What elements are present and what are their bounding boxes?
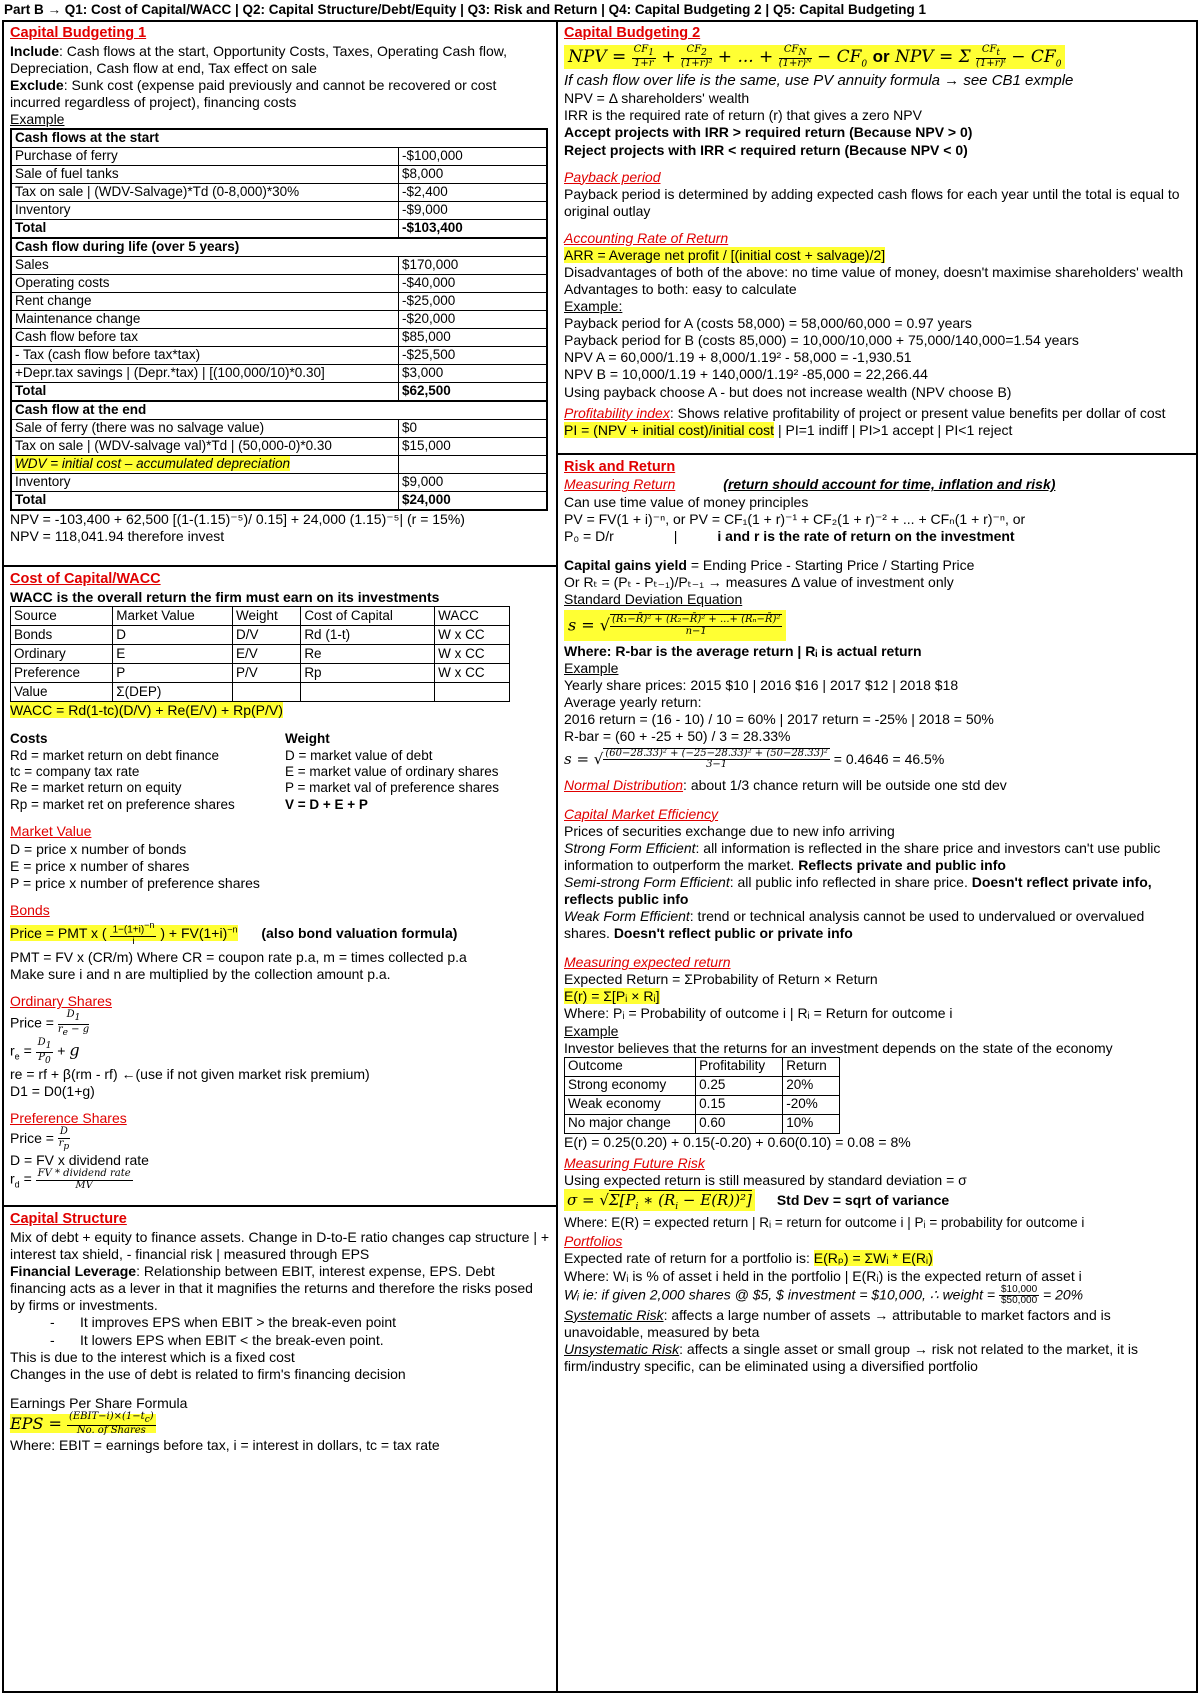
bonds-formula: Price = PMT x ( $\frac{1-(1+i)^{-n}}{i}$ ) + $FV(1+i)^{-n}$ bbox=[10, 919, 238, 947]
wacc-cell: Σ(DEP) bbox=[113, 683, 233, 702]
wacc-costs-heading: Costs bbox=[10, 731, 48, 747]
cf-total-label: Total bbox=[11, 383, 399, 402]
cf-row-label: Rent change bbox=[11, 293, 399, 311]
wacc-section bbox=[10, 571, 550, 1191]
mer-line1: Expected Return = ΣProbability of Return × Return bbox=[564, 971, 878, 988]
wacc-cell: P bbox=[113, 664, 233, 683]
cf-row-label: Operating costs bbox=[11, 275, 399, 293]
capstruct-bullets bbox=[10, 1314, 550, 1348]
outcome-cell: 0.60 bbox=[696, 1114, 783, 1133]
cb2-example-label: Example: bbox=[564, 298, 623, 315]
wacc-cell: Rd (1-t) bbox=[301, 626, 435, 645]
mer-title: Measuring expected return bbox=[564, 954, 731, 971]
p0-note: i and r is the rate of return on the investment bbox=[717, 527, 1015, 544]
mer-example-label: Example bbox=[564, 1022, 619, 1039]
outcome-table bbox=[564, 1057, 840, 1134]
list-item: E = price x number of shares bbox=[10, 857, 190, 874]
cme-title: Capital Market Efficiency bbox=[564, 805, 719, 822]
p0-line: P₀ = D/r bbox=[564, 527, 614, 544]
table-row bbox=[565, 1095, 840, 1114]
cf-life-heading: Cash flow during life (over 5 years) bbox=[11, 238, 547, 257]
list-item: V = D + E + P bbox=[285, 796, 368, 812]
sd-example-formula: s = √ $\frac{\text{(60−28.33)² + (−25−28.33)² + (50−28.33)²}}{3-1}$ = 0.4646 = 46.5% bbox=[564, 747, 945, 770]
eps-where: Where: EBIT = earnings before tax, i = interest in dollars, tc = tax rate bbox=[10, 1436, 440, 1453]
cb1-include-text: : Cash flows at the start, Opportunity Costs, Taxes, Operating Cash flow, Depreciation, Cash flow at end, Tax effect on sale bbox=[10, 42, 507, 76]
outcome-cell: 20% bbox=[783, 1076, 840, 1095]
eps-formula: EPS = $\frac{(EBIT-i)\times(1-t_c)}{\text{No. of Shares}}$ bbox=[10, 1410, 154, 1437]
outcome-header-cell: Return bbox=[783, 1057, 840, 1076]
list-item: E = market value of ordinary shares bbox=[285, 764, 499, 780]
left-column bbox=[2, 20, 558, 1693]
cf-row-value: -$40,000 bbox=[399, 275, 548, 293]
wacc-weight-heading: Weight bbox=[285, 731, 330, 747]
wacc-cell: P/V bbox=[233, 664, 301, 683]
table-row bbox=[11, 664, 510, 683]
list-item: Re = market return on equity bbox=[10, 780, 182, 796]
capstruct-section bbox=[10, 1211, 550, 1453]
bonds-line2: Make sure i and n are multiplied by the collection amount p.a. bbox=[10, 966, 391, 983]
wacc-formula: WACC = Rd(1-tc)(D/V) + Re(E/V) + Rp(P/V) bbox=[10, 702, 283, 718]
wacc-costs-list bbox=[10, 731, 285, 813]
sd-formula: s = √ $\frac{\text{(R₁−R̄)² + (R₂−R̄)² + ...+ (Rₙ−R̄)²}}{n-1}$ bbox=[564, 610, 1190, 641]
outcome-cell: Weak economy bbox=[565, 1095, 696, 1114]
pi-title: Profitability index bbox=[564, 404, 670, 421]
market-value-title: Market Value bbox=[10, 823, 92, 840]
cf-row-label: Inventory bbox=[11, 474, 399, 492]
sys-text: : affects a large number of assets → attributable to market factors and is unavoidable, measured by beta bbox=[564, 1306, 1111, 1340]
portfolio-line: Expected rate of return for a portfolio is: bbox=[564, 1250, 814, 1267]
cashflow-start-group bbox=[11, 129, 547, 238]
table-row bbox=[565, 1076, 840, 1095]
list-item: Payback period for B (costs 85,000) = 10,000/10,000 + 75,000/140,000=1.54 years bbox=[564, 332, 1079, 349]
wacc-cell: D bbox=[113, 626, 233, 645]
wacc-cell bbox=[301, 683, 435, 702]
strong-label: Strong Form Efficient bbox=[564, 839, 696, 856]
wacc-table-header bbox=[11, 607, 510, 626]
wacc-cell: E bbox=[113, 645, 233, 664]
cf-wdv-note bbox=[11, 456, 399, 474]
table-row bbox=[11, 626, 510, 645]
sys-label: Systematic Risk bbox=[564, 1306, 664, 1323]
bonds-formula-row bbox=[10, 921, 550, 947]
cb1-exclude-text: : Sunk cost (expense paid previously and cannot be recovered or cost incurred regardless of project), financing costs bbox=[10, 76, 497, 110]
list-item: P = price x number of preference shares bbox=[10, 874, 260, 891]
mfr-where: Where: E(R) = expected return | Rᵢ = return for outcome i | Pᵢ = probability for outcome i bbox=[564, 1214, 1085, 1230]
weak-bold: Doesn't reflect public or private info bbox=[613, 925, 853, 942]
portfolio-result: = 20% bbox=[1043, 1286, 1084, 1303]
wacc-cell: W x CC bbox=[435, 626, 510, 645]
wacc-cell: Re bbox=[301, 645, 435, 664]
wacc-cell: D/V bbox=[233, 626, 301, 645]
list-item: D = market value of debt bbox=[285, 747, 433, 763]
sd-title: Standard Deviation Equation bbox=[564, 590, 743, 607]
cb1-example-label: Example bbox=[10, 111, 65, 127]
cf-row-label: Sales bbox=[11, 257, 399, 275]
list-item: NPV B = 10,000/1.19 + 140,000/1.19² -85,000 = 22,266.44 bbox=[564, 366, 928, 383]
portfolio-example: Wᵢ ie: if given 2,000 shares @ $5, $ investment = $10,000, ∴ weight = bbox=[564, 1286, 999, 1303]
outcome-cell: No major change bbox=[565, 1114, 696, 1133]
cf-row-value: $8,000 bbox=[399, 166, 548, 184]
cb2-accept: Accept projects with IRR > required return (Because NPV > 0) bbox=[564, 124, 973, 141]
cf-row-label: Sale of ferry (there was no salvage value) bbox=[11, 420, 399, 438]
cf-total-value: $62,500 bbox=[399, 383, 548, 402]
capstruct-title: Capital Structure bbox=[10, 1211, 127, 1228]
wacc-header-cell: Cost of Capital bbox=[301, 607, 435, 626]
cf-row-label: Maintenance change bbox=[11, 311, 399, 329]
arr-title: Accounting Rate of Return bbox=[564, 229, 729, 246]
weak-text: : trend or technical analysis cannot be used to undervalued or overvalued shares. bbox=[564, 908, 1145, 942]
strong-text: : all information is reflected in the share price and investors can't use public information to outperform the market. bbox=[564, 839, 1161, 873]
cf-row-value: $9,000 bbox=[399, 474, 548, 492]
portfolio-title: Portfolios bbox=[564, 1233, 623, 1250]
cf-row-value: -$2,400 bbox=[399, 184, 548, 202]
arr-advantages: Advantages to both: easy to calculate bbox=[564, 281, 797, 298]
wacc-cell: Preference bbox=[11, 664, 113, 683]
list-item: D = price x number of bonds bbox=[10, 840, 187, 857]
list-item: tc = company tax rate bbox=[10, 764, 140, 780]
pi-text: : Shows relative profitability of project or present value benefits per dollar of cost bbox=[669, 404, 1166, 421]
cf-row-label: +Depr.tax savings | (Depr.*tax) | [(100,000/10)*0.30] bbox=[11, 365, 399, 383]
table-row bbox=[11, 645, 510, 664]
cf-tax-label-text: Tax on sale | (WDV-Salvage)*Td (0-8,000)*30% bbox=[15, 184, 300, 200]
measuring-note: (return should account for time, inflation and risk) bbox=[723, 476, 1056, 493]
yearly-line: Yearly share prices: 2015 $10 | 2016 $16 | 2017 $12 | 2018 $18 bbox=[564, 677, 959, 694]
semi-bold: Doesn't reflect private info, reflects public info bbox=[564, 873, 1152, 907]
section-divider bbox=[4, 1205, 556, 1207]
mfr-sd: Std Dev = sqrt of variance bbox=[776, 1191, 950, 1208]
wacc-header-cell: WACC bbox=[435, 607, 510, 626]
pref-d: D = FV x dividend rate bbox=[10, 1152, 149, 1169]
wacc-cell: W x CC bbox=[435, 664, 510, 683]
normal-title: Normal Distribution bbox=[564, 776, 684, 793]
cg-text: = Ending Price - Starting Price / Starting Price bbox=[686, 556, 975, 573]
avg-heading: Average yearly return: bbox=[564, 694, 702, 711]
cf-row-value: -$20,000 bbox=[399, 311, 548, 329]
right-column bbox=[556, 20, 1198, 1693]
cf-row-value: -$25,500 bbox=[399, 347, 548, 365]
outcome-header-cell: Outcome bbox=[565, 1057, 696, 1076]
arr-formula: ARR = Average net profit / [(initial cost + salvage)/2] bbox=[564, 246, 886, 263]
cashflow-life-group bbox=[11, 238, 547, 401]
wacc-header-cell: Weight bbox=[233, 607, 301, 626]
bullet-text: It improves EPS when EBIT > the break-even point bbox=[80, 1314, 397, 1331]
cf-row-value: $0 bbox=[399, 420, 548, 438]
cashflow-end-group bbox=[11, 401, 547, 510]
wacc-cell: Bonds bbox=[11, 626, 113, 645]
sd-where: Where: R-bar is the average return | Rᵢ is actual return bbox=[564, 643, 922, 660]
pi-formula: PI = (NPV + initial cost)/initial cost bbox=[564, 421, 775, 438]
cb1-npv-line2: NPV = 118,041.94 therefore invest bbox=[10, 528, 225, 545]
unsys-label: Unsystematic Risk bbox=[564, 1340, 680, 1357]
wacc-header-cell: Market Value bbox=[113, 607, 233, 626]
cf-row-label: Cash flow before tax bbox=[11, 329, 399, 347]
cme-line1: Prices of securities exchange due to new info arriving bbox=[564, 822, 895, 839]
arr-disadvantages: Disadvantages of both of the above: no time value of money, doesn't maximise shareholders' wealth bbox=[564, 264, 1184, 281]
list-item: NPV A = 60,000/1.19 + 8,000/1.19² - 58,000 = -1,930.51 bbox=[564, 349, 912, 366]
wacc-table bbox=[10, 606, 510, 702]
cashflow-table bbox=[10, 128, 548, 511]
table-row bbox=[11, 683, 510, 702]
list-item: Rd = market return on debt finance bbox=[10, 747, 219, 763]
cf-row-value: $85,000 bbox=[399, 329, 548, 347]
cf-row-label: Inventory bbox=[11, 202, 399, 220]
cf-row-value: -$9,000 bbox=[399, 202, 548, 220]
mfr-title: Measuring Future Risk bbox=[564, 1154, 705, 1171]
cf-total-label: Total bbox=[11, 220, 399, 239]
cb2-pv-note: If cash flow over life is the same, use PV annuity formula → see CB1 exmple bbox=[564, 72, 1074, 90]
risk-example-label: Example bbox=[564, 660, 619, 677]
rt-line: Or Rₜ = (Pₜ - Pₜ₋₁)/Pₜ₋₁ → measures Δ value of investment only bbox=[564, 573, 954, 590]
section-divider bbox=[4, 565, 556, 567]
fl-label: Financial Leverage bbox=[10, 1263, 137, 1280]
pref-price-formula: Price = $\frac{D}{r_p}$ bbox=[10, 1126, 70, 1152]
cf-row-label-tax bbox=[11, 184, 399, 202]
bullet-text: It lowers EPS when EBIT < the break-even point. bbox=[80, 1331, 384, 1348]
list-item: P = market val of preference shares bbox=[285, 780, 499, 796]
payback-title: Payback period bbox=[564, 168, 661, 185]
npv-formula: NPV = $\frac{CF_1}{1+r}$ + $\frac{CF_2}{\text{(1+r)²}}$ + ... + $\frac{CF_N}{\text{(1+r)ᴺ}}$ − $CF_0$ or NPV = Σ $\frac{CF_t}{\text{(1+r)ᵗ}}$ − $CF_0$ bbox=[564, 45, 1190, 70]
mer-text: Investor believes that the returns for an investment depends on the state of the economy bbox=[564, 1039, 1113, 1056]
capstruct-p3: Changes in the use of debt is related to firm's financing decision bbox=[10, 1365, 406, 1382]
cf-wdv-note-text: WDV = initial cost – accumulated depreciation bbox=[15, 456, 291, 472]
portfolio-where: Where: Wᵢ is % of asset i held in the portfolio | E(Rᵢ) is the expected return of asset i bbox=[564, 1267, 1082, 1284]
sd-result: = 0.4646 = 46.5% bbox=[833, 750, 945, 767]
portfolio-formula: E(Rₚ) = ΣWᵢ * E(Rᵢ) bbox=[813, 1250, 933, 1267]
cb2-reject: Reject projects with IRR < required return (Because NPV < 0) bbox=[564, 141, 968, 158]
bonds-formula-note: (also bond valuation formula) bbox=[261, 924, 458, 941]
cf-row-label: - Tax (cash flow before tax*tax) bbox=[11, 347, 399, 365]
unsys-text: : affects a single asset or small group → risk not related to the market, it is firm/industry specific, can be eliminated using a diversified portfolio bbox=[564, 1340, 1138, 1374]
list-item: Payback period for A (costs 58,000) = 58,000/60,000 = 0.97 years bbox=[564, 315, 972, 332]
cf-row-value: $3,000 bbox=[399, 365, 548, 383]
avg-line: 2016 return = (16 - 10) / 10 = 60% | 2017 return = -25% | 2018 = 50% bbox=[564, 711, 994, 728]
cb1-title: Capital Budgeting 1 bbox=[10, 25, 147, 41]
tvm-line: Can use time value of money principles bbox=[564, 493, 809, 510]
risk-title: Risk and Return bbox=[564, 458, 676, 475]
cb2-irr-def: IRR is the required rate of return (r) that gives a zero NPV bbox=[564, 107, 922, 124]
wacc-legend bbox=[10, 731, 550, 813]
portfolio-example-row: Wᵢ ie: if given 2,000 shares @ $5, $ investment = $10,000, ∴ weight = $\frac{\$10,000}{\$50,000}$ = 20% bbox=[564, 1283, 1084, 1307]
cb1-exclude-label: Exclude bbox=[10, 76, 64, 93]
outcome-table-header bbox=[565, 1057, 840, 1076]
cf-row-label: Purchase of ferry bbox=[11, 148, 399, 166]
pref-title: Preference Shares bbox=[10, 1110, 127, 1127]
section-divider bbox=[558, 453, 1196, 455]
risk-section: Risk and Return Measuring Return (return should account for time, inflation and risk) Can use time value of money principles PV = FV(1 + i)⁻ⁿ, or PV = CF₁(1 + r)⁻¹ + CF₂(1 + r)⁻² + ... + CFₙ(1 + r)⁻ⁿ, or P₀ = D/r | i and r is the rate of return on the investment Capital gains yield = Ending Price - Starting Price / Starting Price Or Rₜ = (Pₜ - Pₜ₋₁)/Pₜ₋₁ → measures Δ value of investment only Standard Deviation Equation s = √ $\frac{\text{(R₁−R̄)² + (R₂−R̄)² + ...+ (Rₙ−R̄)²}}{n-1}$ Where: R-bar is the average return | Rᵢ is actual return Example Yearly share prices: 2015 $10 | 2016 $16 | 2017 $12 | 2018 $18 Average yearly return: 2016 return = (16 - 10) / 10 = 60% | 2017 return = -25% | 2018 = 50% R-bar = (60 + -25 + 50) / 3 = 28.33% s = √ $\frac{\text{(60−28.33)² + (−25−28.33)² + (50−28.33)²}}{3-1}$ = 0.4646 = 46.5% Normal Distribution: about 1/3 chance return will be outside one std dev Capital Market Efficiency Prices of securities exchange due to new info arriving Strong Form Efficient: all information is reflected in the share price and investors can't use public information to outperform the market. Reflects private and public info Semi-strong Form Efficient: all public info reflected in share price. Doesn't reflect private info, reflects public info Weak Form Efficient: trend or technical analysis cannot be used to undervalued or overvalued shares. Doesn't reflect public or private info Measuring expected return Expected Return = ΣProbability of Return × Return E(r) = Σ[Pᵢ × Rᵢ] Where: Pᵢ = Probability of outcome i | Rᵢ = Return for outcome i Example Investor believes that the returns for an investment depends on the state of the economy Outcome Profitability Return Strong economy 0.25 20% Weak economy 0.15 -20% No major change 0.60 10% E(r) = 0.25(0.20) + 0.15(-0.20) + 0.60(0.10) = 0.08 = 8% Measuring Future Risk Using expected return is still measured by standard deviation = σ $\sigma = √\Sigma[P_i$ ∗ $(R_i - E(R))^2$] Std Dev = sqrt of variance Where: E(R) = expected return | Rᵢ = return for outcome i | Pᵢ = probability for outcome i Portfolios Expected rate of return for a portfolio is: E(Rₚ) = ΣWᵢ * E(Rᵢ) Where: Wᵢ is % of asset i held in the portfolio | E(Rᵢ) is the expected return of asset i Wᵢ ie: if given 2,000 shares @ $5, $ investment = $10,000, ∴ weight = $\frac{\$10,000}{\$50,000}$ = 20% Systematic Risk: affects a large number of assets → attributable to market factors and is unavoidable, measured by beta Unsystematic Risk: affects a single asset or small group → risk not related to the market, it is firm/industry specific, can be eliminated using a diversified portfolio bbox=[564, 459, 1190, 1375]
normal-text: : about 1/3 chance return will be outside one std dev bbox=[683, 776, 1007, 793]
wacc-cell: Ordinary bbox=[11, 645, 113, 664]
er-line: E(r) = 0.25(0.20) + 0.15(-0.20) + 0.60(0.10) = 0.08 = 8% bbox=[564, 1133, 911, 1150]
eps-heading: Earnings Per Share Formula bbox=[10, 1394, 188, 1411]
payback-text: Payback period is determined by adding expected cash flows for each year until the total is equal to original outlay bbox=[564, 185, 1180, 219]
capstruct-p2: This is due to the interest which is a fixed cost bbox=[10, 1348, 295, 1365]
page-header: Part B → Q1: Cost of Capital/WACC | Q2: Capital Structure/Debt/Equity | Q3: Risk and Return | Q4: Capital Budgeting 2 | Q5: Capital Budgeting 1 bbox=[4, 2, 926, 17]
semi-label: Semi-strong Form Efficient bbox=[564, 873, 730, 890]
wacc-subtitle: WACC is the overall return the firm must earn on its investments bbox=[10, 588, 440, 605]
cb2-npv-def: NPV = Δ shareholders' wealth bbox=[564, 90, 750, 107]
semi-text: : all public info reflected in share price. bbox=[729, 873, 972, 890]
measuring-title: Measuring Return bbox=[564, 476, 676, 493]
pref-rd-formula: $r_d$ = $\frac{\text{FV * dividend rate}}{MV}$ bbox=[10, 1168, 131, 1191]
strong-bold: Reflects private and public info bbox=[798, 856, 1006, 873]
outcome-cell: -20% bbox=[783, 1095, 840, 1114]
cf-row-label: Sale of fuel tanks bbox=[11, 166, 399, 184]
outcome-header-cell: Profitability bbox=[696, 1057, 783, 1076]
cf-row-value bbox=[399, 456, 548, 474]
capstruct-p1: Mix of debt + equity to finance assets. Change in D-to-E ratio changes cap structure | + interest tax shield, - financial risk | measured through EPS bbox=[10, 1229, 550, 1263]
cf-total-label: Total bbox=[11, 492, 399, 511]
cb2-section bbox=[564, 25, 1190, 439]
wacc-cell: E/V bbox=[233, 645, 301, 664]
weak-label: Weak Form Efficient bbox=[564, 908, 690, 925]
outcome-cell: 10% bbox=[783, 1114, 840, 1133]
ordinary-d1: D1 = D0(1+g) bbox=[10, 1083, 95, 1100]
outcome-cell: Strong economy bbox=[565, 1076, 696, 1095]
cg-label: Capital gains yield bbox=[564, 556, 687, 573]
wacc-cell: Rp bbox=[301, 664, 435, 683]
ordinary-price-formula: Price = $\frac{D_1}{r_e - g}$ bbox=[10, 1009, 90, 1038]
wacc-cell bbox=[233, 683, 301, 702]
cf-end-heading: Cash flow at the end bbox=[11, 401, 547, 420]
pv-line: PV = FV(1 + i)⁻ⁿ, or PV = CF₁(1 + r)⁻¹ + CF₂(1 + r)⁻² + ... + CFₙ(1 + r)⁻ⁿ, or bbox=[564, 510, 1026, 527]
cf-total-value: $24,000 bbox=[399, 492, 548, 511]
mfr-formula-row: $\sigma = √\Sigma[P_i$ ∗ $(R_i - E(R))^2$] Std Dev = sqrt of variance bbox=[564, 1191, 1190, 1213]
cb1-include-label: Include bbox=[10, 42, 60, 59]
outcome-cell: 0.15 bbox=[696, 1095, 783, 1114]
cf-row-label: Tax on sale | (WDV-salvage val)*Td | (50,000-0)*0.30 bbox=[11, 438, 399, 456]
wacc-header-cell: Source bbox=[11, 607, 113, 626]
bonds-title: Bonds bbox=[10, 901, 50, 918]
cf-start-heading: Cash flows at the start bbox=[11, 129, 547, 148]
list-item: Rp = market ret on preference shares bbox=[10, 796, 235, 812]
ordinary-title: Ordinary Shares bbox=[10, 993, 112, 1010]
cf-row-value: -$25,000 bbox=[399, 293, 548, 311]
list-item: - It improves EPS when EBIT > the break-even point bbox=[50, 1314, 397, 1331]
cb1-section bbox=[10, 25, 550, 545]
wacc-title: Cost of Capital/WACC bbox=[10, 571, 161, 588]
wacc-cell bbox=[435, 683, 510, 702]
bonds-line1: PMT = FV x (CR/m) Where CR = coupon rate p.a, m = times collected p.a bbox=[10, 949, 467, 966]
wacc-weights-list bbox=[285, 731, 499, 813]
pi-rule: | PI=1 indiff | PI>1 accept | PI<1 reject bbox=[774, 421, 1013, 438]
ordinary-capm: re = rf + β(rm - rf) ←(use if not given market risk premium) bbox=[10, 1066, 370, 1083]
list-item: Using payback choose A - but does not increase wealth (NPV choose B) bbox=[564, 383, 1012, 400]
cb2-title: Capital Budgeting 2 bbox=[564, 25, 701, 41]
cf-total-value: -$103,400 bbox=[399, 220, 548, 239]
mer-formula: E(r) = Σ[Pᵢ × Rᵢ] bbox=[564, 988, 660, 1005]
fl-text: : Relationship between EBIT, interest expense, EPS. Debt financing acts as a lever in that it magnifies the returns and therefore the risks posed by firms or investments. bbox=[10, 1263, 533, 1314]
wacc-cell: Value bbox=[11, 683, 113, 702]
wacc-cell: W x CC bbox=[435, 645, 510, 664]
ordinary-re-formula: $r_e$ = $\frac{D_1}{P_0}$ + g bbox=[10, 1037, 80, 1066]
mer-where: Where: Pᵢ = Probability of outcome i | Rᵢ = Return for outcome i bbox=[564, 1005, 953, 1022]
rbar-line: R-bar = (60 + -25 + 50) / 3 = 28.33% bbox=[564, 728, 791, 745]
outcome-cell: 0.25 bbox=[696, 1076, 783, 1095]
table-row bbox=[565, 1114, 840, 1133]
cf-row-value: $15,000 bbox=[399, 438, 548, 456]
cf-row-value: -$100,000 bbox=[399, 148, 548, 166]
list-item: - It lowers EPS when EBIT < the break-even point. bbox=[50, 1331, 384, 1348]
cb1-npv-line1: NPV = -103,400 + 62,500 [(1-(1.15)⁻⁵)/ 0.15] + 24,000 (1.15)⁻⁵| (r = 15%) bbox=[10, 511, 465, 528]
mfr-line: Using expected return is still measured by standard deviation = σ bbox=[564, 1171, 967, 1188]
cf-row-value: $170,000 bbox=[399, 257, 548, 275]
